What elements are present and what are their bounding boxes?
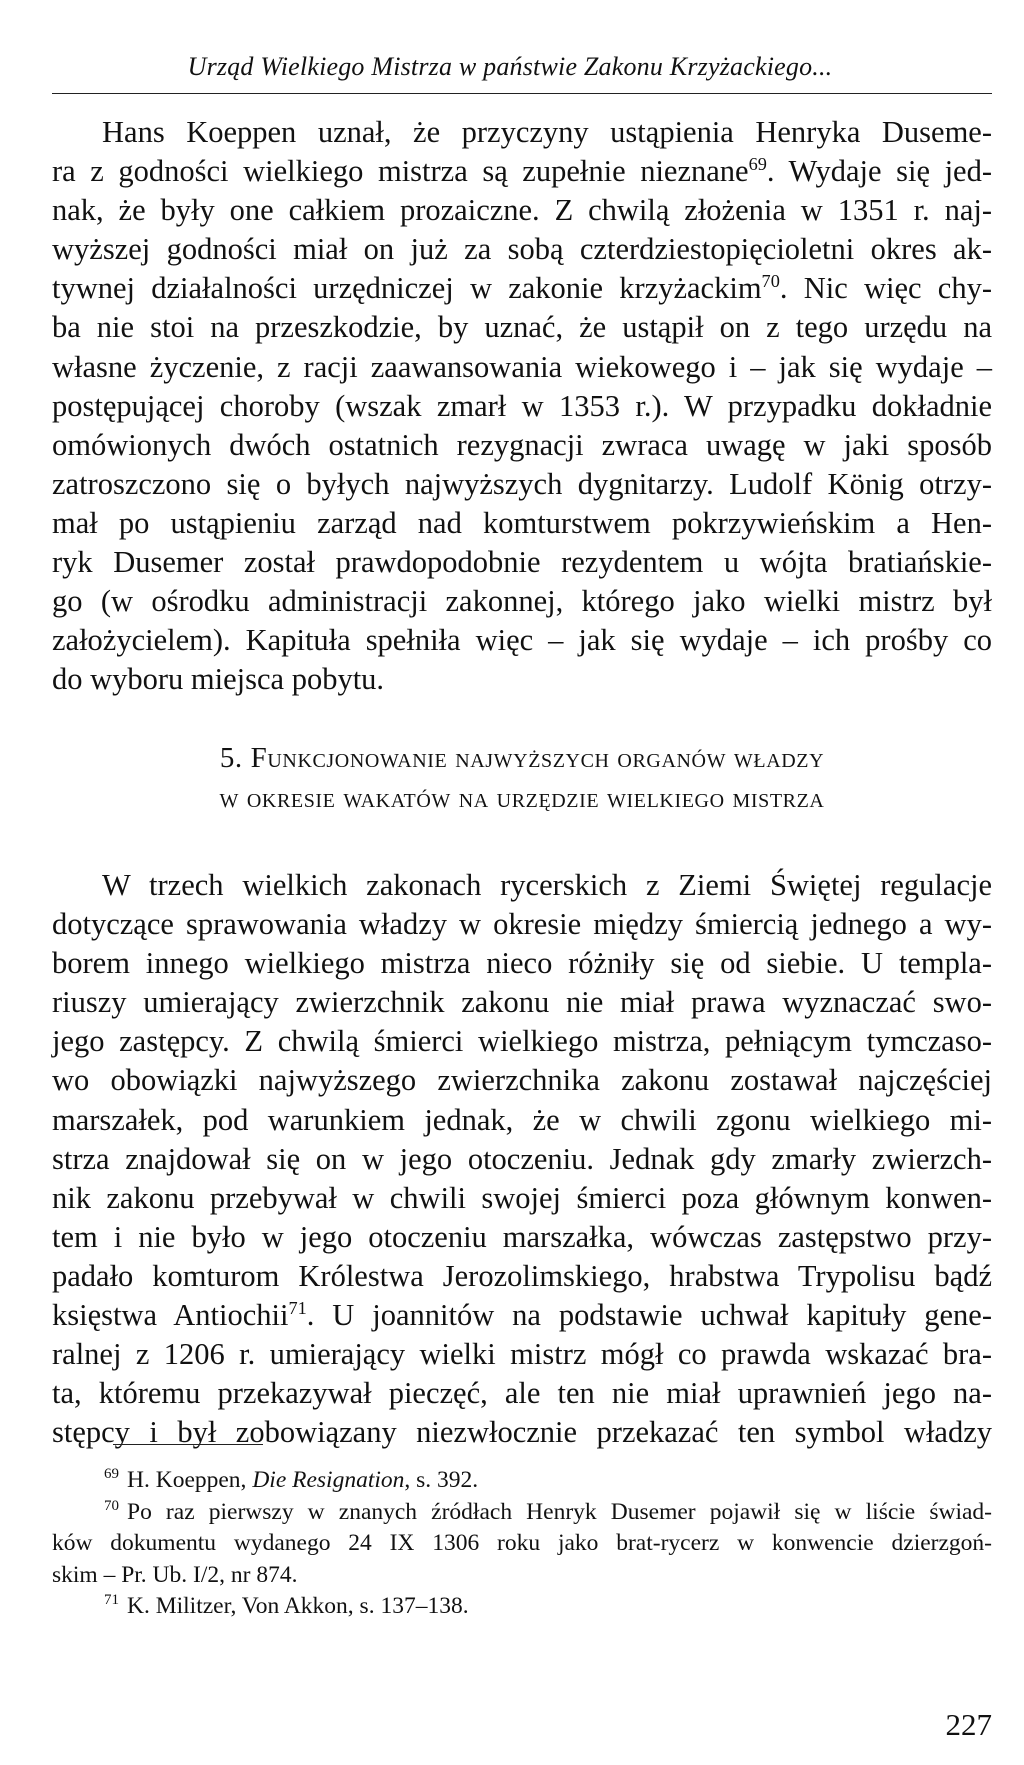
text-line: wo obowiązki najwyższego zwierzchnika zakonu zostawał najczęściej bbox=[52, 1063, 992, 1098]
text-span: , s. 392. bbox=[404, 1467, 479, 1493]
text-span: ra z godności wielkiego mistrza są zupełnie nieznane bbox=[52, 154, 749, 189]
text-line: stępcy i był zobowiązany niezwłocznie przekazać ten symbol władzy bbox=[52, 1415, 992, 1450]
footnote-line bbox=[52, 1465, 992, 1497]
footnote-line: ków dokumentu wydanego 24 IX 1306 roku jako brat-rycerz w konwencie dzierzgoń- bbox=[52, 1530, 992, 1556]
text-span: . U joannitów na podstawie uchwał kapituły gene- bbox=[306, 1298, 992, 1333]
text-line: do wyboru miejsca pobytu. bbox=[52, 662, 385, 697]
footnote-ref-71[interactable]: 71 bbox=[288, 1297, 307, 1318]
text-span: księstwa Antiochii bbox=[52, 1298, 289, 1333]
text-line: nik zakonu przebywał w chwili swojej śmierci poza głównym konwen- bbox=[52, 1180, 992, 1215]
footnote-70 bbox=[52, 1497, 992, 1592]
text-line bbox=[52, 269, 992, 308]
text-span: . Nic więc chy- bbox=[779, 271, 992, 306]
footnote-ref-70[interactable]: 70 bbox=[761, 271, 780, 292]
text-line: mał po ustąpieniu zarząd nad komturstwem pokrzywieńskim a Hen- bbox=[52, 505, 992, 540]
paragraph-1 bbox=[52, 113, 992, 699]
text-line: marszałek, pod warunkiem jednak, że w chwili zgonu wielkiego mi- bbox=[52, 1102, 992, 1137]
footnote-line bbox=[52, 1497, 992, 1529]
text-line: jego zastępcy. Z chwilą śmierci wielkiego mistrza, pełniącym tymczaso- bbox=[52, 1024, 992, 1059]
page-number: 227 bbox=[945, 1707, 992, 1742]
text-line: go (w ośrodku administracji zakonnej, którego jako wielki mistrz był bbox=[52, 584, 992, 619]
footnote-number: 69 bbox=[104, 1466, 119, 1483]
section-heading-line-2: w okresie wakatów na urzędzie wielkiego mistrza bbox=[219, 782, 825, 814]
footnote-line: skim – Pr. Ub. I/2, nr 874. bbox=[52, 1561, 298, 1588]
section-heading-line-1: 5. Funkcjonowanie najwyższych organów władzy bbox=[219, 742, 825, 774]
text-span: tywnej działalności urzędniczej w zakonie krzyżackim bbox=[52, 271, 762, 306]
text-line: ryk Dusemer został prawdopodobnie rezydentem u wójta bratiańskie- bbox=[52, 545, 992, 580]
paragraph-2 bbox=[52, 866, 992, 1452]
text-line: riuszy umierający zwierzchnik zakonu nie miał prawa wyznaczać swo- bbox=[52, 985, 992, 1020]
footnote-rule bbox=[113, 1444, 263, 1445]
text-line: padało komturom Królestwa Jerozolimskiego, hrabstwa Trypolisu bądź bbox=[52, 1258, 992, 1293]
section-heading bbox=[52, 738, 992, 818]
text-line: ta, któremu przekazywał pieczęć, ale ten nie miał uprawnień jego na- bbox=[52, 1376, 992, 1411]
footnote-ref-69[interactable]: 69 bbox=[748, 153, 767, 174]
footnote-69 bbox=[52, 1465, 992, 1497]
footnote-line bbox=[52, 1591, 992, 1623]
text-line: wyższej godności miał on już za sobą czterdziestopięcioletni okres ak- bbox=[52, 232, 992, 267]
text-line: omówionych dwóch ostatnich rezygnacji zwraca uwagę w jaki sposób bbox=[52, 427, 992, 462]
text-line bbox=[52, 1296, 992, 1335]
italic-title: Die Resignation bbox=[252, 1467, 405, 1493]
text-line: założycielem). Kapituła spełniła więc – jak się wydaje – ich prośby co bbox=[52, 623, 992, 658]
text-line bbox=[52, 113, 992, 152]
text-line: ralnej z 1206 r. umierający wielki mistrz mógł co prawda wskazać bra- bbox=[52, 1337, 992, 1372]
text-line: nak, że były one całkiem prozaiczne. Z chwilą złożenia w 1351 r. naj- bbox=[52, 193, 992, 228]
text-line: postępującej choroby (wszak zmarł w 1353 r.). W przypadku dokładnie bbox=[52, 388, 992, 423]
text-span: K. Militzer, Von Akkon, s. 137–138. bbox=[127, 1593, 469, 1619]
text-span: H. Koeppen, bbox=[127, 1467, 253, 1493]
running-head: Urząd Wielkiego Mistrza w państwie Zakonu Krzyżackiego... bbox=[187, 52, 833, 81]
text-line: borem innego wielkiego mistrza nieco różniły się od siebie. U templa- bbox=[52, 946, 992, 981]
footnote-71 bbox=[52, 1591, 992, 1623]
text-span: . Wydaje się jed- bbox=[766, 154, 992, 189]
text-line: strza znajdował się on w jego otoczeniu. Jednak gdy zmarły zwierzch- bbox=[52, 1141, 992, 1176]
text-line: własne życzenie, z racji zaawansowania wiekowego i – jak się wydaje – bbox=[52, 349, 992, 384]
footnotes bbox=[52, 1465, 992, 1623]
footnote-number: 70 bbox=[104, 1497, 119, 1514]
text-line: dotyczące sprawowania władzy w okresie między śmiercią jednego a wy- bbox=[52, 907, 992, 942]
text-span: Po raz pierwszy w znanych źródłach Henryk Dusemer pojawił się w liście świad- bbox=[127, 1498, 992, 1525]
text-line bbox=[52, 152, 992, 191]
text-line: zatroszczono się o byłych najwyższych dygnitarzy. Ludolf König otrzy- bbox=[52, 466, 992, 501]
text-span: Hans Koeppen uznał, że przyczyny ustąpienia Henryka Duseme- bbox=[102, 115, 992, 149]
text-line: ba nie stoi na przeszkodzie, by uznać, że ustąpił on z tego urzędu na bbox=[52, 310, 992, 345]
header-rule bbox=[52, 93, 992, 94]
text-line: W trzech wielkich zakonach rycerskich z Ziemi Świętej regulacje bbox=[102, 868, 992, 902]
text-line: tem i nie było w jego otoczeniu marszałka, wówczas zastępstwo przy- bbox=[52, 1219, 992, 1254]
footnote-number: 71 bbox=[104, 1592, 119, 1609]
